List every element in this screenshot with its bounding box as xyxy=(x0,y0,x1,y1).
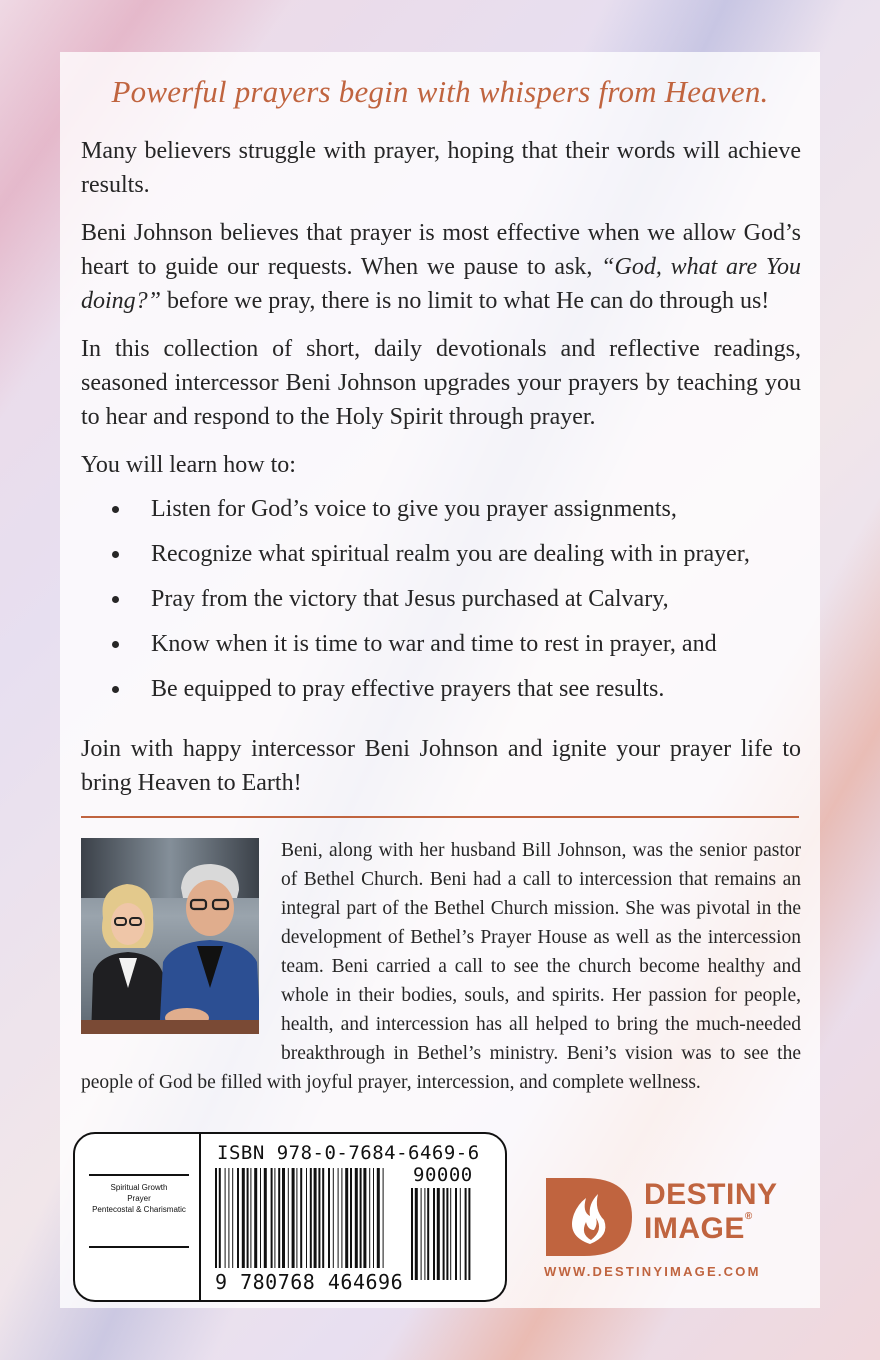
list-item-text: Recognize what spiritual realm you are dealing with in prayer, xyxy=(151,541,750,567)
publisher-name-line: IMAGE xyxy=(644,1212,745,1245)
paragraph-text: Many believers struggle with prayer, hoping that their words will achieve results. xyxy=(81,138,801,198)
barcode-label xyxy=(73,1132,507,1302)
category-rule xyxy=(89,1246,189,1248)
barcode-digits: 9 780768 464696 xyxy=(215,1270,404,1294)
paragraph-text xyxy=(81,216,801,318)
list-item-text: Pray from the victory that Jesus purchased at Calvary, xyxy=(151,586,669,612)
publisher-name xyxy=(644,1178,778,1246)
intro-paragraph xyxy=(81,134,801,202)
paragraph-text-part: before we pray, there is no limit to what He can do through us! xyxy=(161,288,770,314)
list-item-text: Know when it is time to war and time to rest in prayer, and xyxy=(151,631,717,657)
closing-paragraph xyxy=(81,732,801,800)
bullet-icon xyxy=(112,686,119,693)
category-line: Pentecostal & Charismatic xyxy=(92,1205,186,1214)
quoted-question: “God, what are You doing?” xyxy=(81,254,801,314)
price-code: 90000 xyxy=(413,1164,473,1186)
section-divider xyxy=(81,816,799,818)
list-item xyxy=(81,492,801,537)
list-item-text: Be equipped to pray effective prayers that see results. xyxy=(151,676,665,702)
paragraph-text: Join with happy intercessor Beni Johnson and ignite your prayer life to bring Heaven to Earth! xyxy=(81,736,801,796)
learning-list xyxy=(81,492,801,717)
registered-mark: ® xyxy=(744,1211,753,1222)
belief-paragraph xyxy=(81,216,801,318)
bio-text: Beni, along with her husband Bill Johnson, was the senior pastor of Bethel Church. Beni had a call to intercession that remains an integral part of the Bethel Church mission. She was pivotal in the development of Bethel’s Prayer House as well as the intercession team. Beni carried a call to see the church become healthy and whole in their bodies, souls, and spirits. Her passion for people, health, and intercession has all helped to bring the much-needed breakthrough in Bethel’s ministry. Beni’s vision was to see the people of God be filled with joyful prayer, intercession, and complete wellness. xyxy=(81,840,801,1093)
author-bio xyxy=(81,836,801,1097)
list-item xyxy=(81,537,801,582)
isbn-number: ISBN 978-0-7684-6469-6 xyxy=(217,1142,480,1164)
bisac-category xyxy=(85,1182,193,1215)
list-item-text: Listen for God’s voice to give you prayer assignments, xyxy=(151,496,677,522)
price-barcode xyxy=(411,1188,491,1280)
category-line: Spiritual Growth xyxy=(110,1183,168,1192)
category-line: Prayer xyxy=(127,1194,151,1203)
bullet-icon xyxy=(112,596,119,603)
paragraph-text: You will learn how to: xyxy=(81,452,296,478)
list-item xyxy=(81,627,801,672)
content-panel xyxy=(60,52,820,1308)
publisher-logo xyxy=(544,1174,814,1260)
publisher-name-line: DESTINY xyxy=(644,1178,778,1211)
tagline: Powerful prayers begin with whispers from Heaven. xyxy=(111,74,769,109)
bullet-icon xyxy=(112,506,119,513)
flame-d-icon xyxy=(544,1174,636,1260)
ean-barcode xyxy=(215,1168,401,1268)
publisher-website[interactable]: WWW.DESTINYIMAGE.COM xyxy=(544,1264,761,1279)
collection-paragraph xyxy=(81,332,801,434)
learn-intro xyxy=(81,448,801,482)
paragraph-text: In this collection of short, daily devotionals and reflective readings, seasoned intercessor Beni Johnson upgrades your prayers by teaching you to hear and respond to the Holy Spirit through prayer. xyxy=(81,336,801,430)
category-rule xyxy=(89,1174,189,1176)
list-item xyxy=(81,582,801,627)
list-item xyxy=(81,672,801,717)
bullet-icon xyxy=(112,641,119,648)
barcode-separator xyxy=(199,1134,201,1300)
paragraph-text-part: Beni Johnson believes that prayer is most effective when we allow God’s heart to guide our requests. When we pause to ask, xyxy=(81,220,801,280)
bullet-icon xyxy=(112,551,119,558)
